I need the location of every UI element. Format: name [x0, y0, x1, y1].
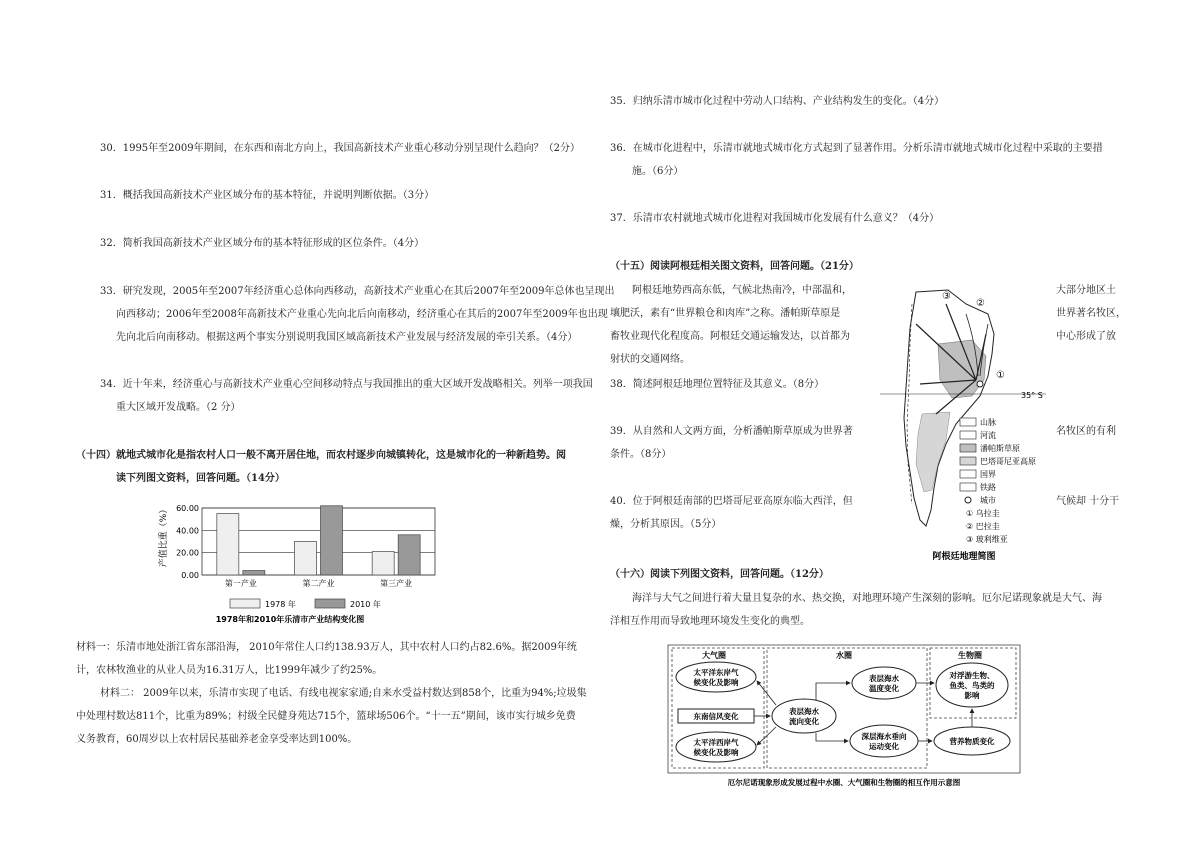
legend-patagonia	[960, 457, 976, 465]
nutrient-label: 营养物质变化	[949, 737, 995, 746]
chart-bar	[243, 571, 265, 575]
question-35: 35．归纳乐清市城市化过程中劳动人口结构、产业结构发生的变化。（4分）	[610, 96, 945, 107]
material-2-line2: 中处理村数达811个，比重为89%；村级全民健身苑达715个，篮球场506个。“十一五”期间，该市实行城乡免费	[76, 711, 576, 722]
legend-border-label: 国界	[980, 470, 996, 479]
map-mark-2: ②	[976, 298, 985, 309]
section-15-para-line4: 射状的交通网络。	[610, 354, 690, 365]
patagonia-region	[916, 412, 950, 492]
section-16-para-line2: 洋相互作用而导致地理环境发生变化的典型。	[610, 616, 810, 627]
map-mark-3: ③	[942, 291, 951, 302]
chart-category-label: 第二产业	[302, 579, 335, 588]
chart-ytick-label: 0.00	[181, 571, 199, 580]
latitude-label: 35° S	[1021, 391, 1043, 400]
chart-bar	[217, 514, 239, 575]
section-15-para-line1: 阿根廷地势西高东低，气候北热南冷，中部温和，	[632, 285, 852, 296]
material-1-line2: 计，农林牧渔业的从业人员为16.31万人，比1999年减少了约25%。	[76, 665, 383, 676]
section-16-heading: （十六）阅读下列图文资料，回答问题。（12分）	[610, 569, 829, 580]
chart-ylabel: 产值比重（%）	[159, 504, 169, 568]
west-pacific-climate-l2: 候变化及影响	[693, 748, 739, 757]
bio-impact-l1: 对浮游生物、	[949, 671, 995, 680]
legend-border	[960, 470, 976, 478]
legend-river	[960, 431, 976, 439]
section-16-para-line1: 海洋与大气之间进行着大量且复杂的水、热交换，对地理环境产生深刻的影响。厄尔尼诺现象就是大气、海	[632, 593, 1102, 604]
upwelling-l1: 深层海水垂向	[861, 732, 907, 741]
diagram-title: 厄尔尼诺现象形成发展过程中水圈、大气圈和生物圈的相互作用示意图	[727, 778, 961, 787]
legend-mountain	[960, 418, 976, 426]
legend-label-1978: 1978 年	[265, 600, 296, 609]
question-34-line2: 重大区域开发战略。（2 分）	[116, 402, 241, 413]
legend-swatch-2010	[315, 599, 345, 608]
map-legend	[960, 417, 1036, 544]
legend-pampas-label: 潘帕斯草原	[980, 444, 1020, 453]
legend-river-label: 河流	[980, 431, 996, 440]
question-31: 31．概括我国高新技术产业区域分布的基本特征，并说明判断依据。（3分）	[100, 190, 435, 201]
legend-label-2010: 2010 年	[350, 600, 381, 609]
upwelling-node	[850, 725, 918, 757]
sea-temp-l1: 表层海水	[869, 674, 899, 683]
current-direction-l2: 流向变化	[789, 717, 819, 726]
question-37: 37．乐清市农村就地式城市化进程对我国城市化发展有什么意义？（4分）	[610, 213, 940, 224]
material-1-line1: 材料一：乐清市地处浙江省东部沿海， 2010年常住人口约138.93万人，其中农村人口约占82.6%。据2009年统	[76, 642, 577, 653]
current-direction-l1: 表层海水	[789, 707, 819, 716]
question-36-line1: 36．在城市化进程中，乐清市就地式城市化方式起到了显著作用。分析乐清市就地式城市化过程中采取的主要措	[610, 143, 1103, 154]
legend-railway-label: 铁路	[980, 483, 996, 492]
chart-legend	[230, 599, 381, 609]
legend-city-label: 城市	[980, 496, 996, 505]
question-39-line1: 39．从自然和人文两方面，分析潘帕斯草原成为世界著	[610, 426, 853, 437]
legend-city	[965, 497, 971, 503]
chart-bar	[295, 542, 317, 576]
bio-impact-l3: 影响	[964, 691, 980, 700]
chart-category-label: 第三产业	[380, 579, 413, 588]
chart-title: 1978年和2010年乐清市产业结构变化图	[215, 615, 365, 624]
question-32: 32．简析我国高新技术产业区域分布的基本特征形成的区位条件。（4分）	[100, 238, 425, 249]
map-caption: 阿根廷地理简图	[932, 552, 996, 562]
upwelling-l2: 运动变化	[869, 742, 899, 751]
west-pacific-climate-l1: 太平洋西岸气	[693, 738, 739, 747]
west-pacific-climate-node	[676, 732, 756, 762]
legend-railway	[960, 483, 976, 491]
question-40-line2: 燥，分析其原因。（5分）	[610, 519, 722, 530]
legend-pampas	[960, 444, 976, 452]
section-14-heading: （十四）就地式城市化是指农村人口一般不离开居住地，而农村逐步向城镇转化，这是城市化的一种新趋势。阅	[76, 450, 566, 461]
chart-bar	[321, 506, 343, 575]
chart-bar	[398, 535, 420, 575]
question-30: 30．1995年至2009年期间，在东西和南北方向上，我国高新技术产业重心移动分别呈现什么趋向？（2分）	[100, 143, 580, 154]
question-33-line3: 先向北后向南移动。根据这两个事实分别说明我国区域高新技术产业发展与经济发展的牵引关系。（4分）	[116, 332, 578, 343]
question-36-line2: 施。（6分）	[632, 166, 684, 177]
trade-wind-label: 东南信风变化	[693, 712, 739, 721]
question-39-right: 名牧区的有利	[1056, 426, 1116, 437]
sea-temp-node	[852, 667, 916, 699]
current-direction-node	[772, 699, 836, 733]
material-2-line3: 义务教育，60周岁以上农村居民基础养老金享受率达到100%。	[76, 734, 358, 745]
question-34-line1: 34．近十年来，经济重心与高新技术产业重心空间移动特点与我国推出的重大区域开发战略相关。列举一项我国	[100, 379, 593, 390]
el-nino-diagram	[666, 643, 1026, 791]
section-14-heading-line2: 读下列图文资料，回答问题。（14分）	[116, 473, 285, 484]
section-15-para-right1: 大部分地区土	[1056, 285, 1116, 296]
sea-temp-l2: 温度变化	[869, 684, 899, 693]
east-pacific-climate-node	[676, 662, 756, 692]
question-38: 38．简述阿根廷地理位置特征及其意义。（8分）	[610, 379, 825, 390]
legend-mountain-label: 山脉	[980, 418, 996, 427]
chart-ytick-label: 20.00	[176, 548, 199, 558]
map-mark-1: ①	[996, 370, 1005, 381]
chart-ytick-label: 60.00	[176, 504, 199, 513]
section-15-para-right3: 中心形成了放	[1056, 331, 1116, 342]
legend-patagonia-label: 巴塔哥尼亚高原	[980, 457, 1036, 466]
material-2-line1: 材料二： 2009年以来，乐清市实现了电话、有线电视家家通;自来水受益村数达到858个，比重为94%;垃圾集	[100, 688, 587, 699]
hydrosphere-label: 水圈	[836, 651, 852, 660]
biosphere-label: 生物圈	[958, 651, 982, 660]
section-15-para-line2: 壤肥沃，素有“世界粮仓和肉库”之称。潘帕斯草原是	[610, 308, 841, 319]
chart-bar	[372, 552, 394, 575]
section-15-heading: （十五）阅读阿根廷相关图文资料，回答问题。（21分）	[610, 261, 859, 272]
industry-structure-chart	[150, 498, 450, 628]
legend-num-3: ③ 玻利维亚	[966, 535, 1008, 544]
chart-ytick-label: 40.00	[176, 526, 199, 536]
question-39-line2: 条件。（8分）	[610, 449, 672, 460]
legend-swatch-1978	[230, 599, 260, 608]
east-pacific-climate-l2: 候变化及影响	[693, 678, 739, 687]
question-33-line1: 33．研究发现，2005年至2007年经济重心总体向西移动，高新技术产业重心在其后2007年至2009年总体也呈现出	[100, 286, 615, 297]
atmosphere-label: 大气圈	[702, 651, 726, 660]
question-40-right: 气候却 十分干	[1056, 496, 1120, 507]
section-15-para-line3: 畜牧业现代化程度高。阿根廷交通运输发达，以首都为	[610, 331, 850, 342]
section-15-para-right2: 世界著名牧区，	[1056, 308, 1126, 319]
capital-city	[977, 381, 983, 387]
argentina-map	[876, 284, 1052, 564]
chart-category-label: 第一产业	[224, 579, 257, 588]
legend-num-1: ① 乌拉圭	[966, 509, 1000, 518]
question-33-line2: 向西移动；2006年至2008年高新技术产业重心先向北后向南移动，经济重心在其后的2007年至2009年也出现	[116, 309, 608, 320]
east-pacific-climate-l1: 太平洋东岸气	[693, 668, 739, 677]
legend-num-2: ② 巴拉圭	[966, 522, 1000, 531]
bio-impact-l2: 鱼类、鸟类的	[949, 681, 995, 690]
question-40-line1: 40．位于阿根廷南部的巴塔哥尼亚高原东临大西洋，但	[610, 496, 853, 507]
